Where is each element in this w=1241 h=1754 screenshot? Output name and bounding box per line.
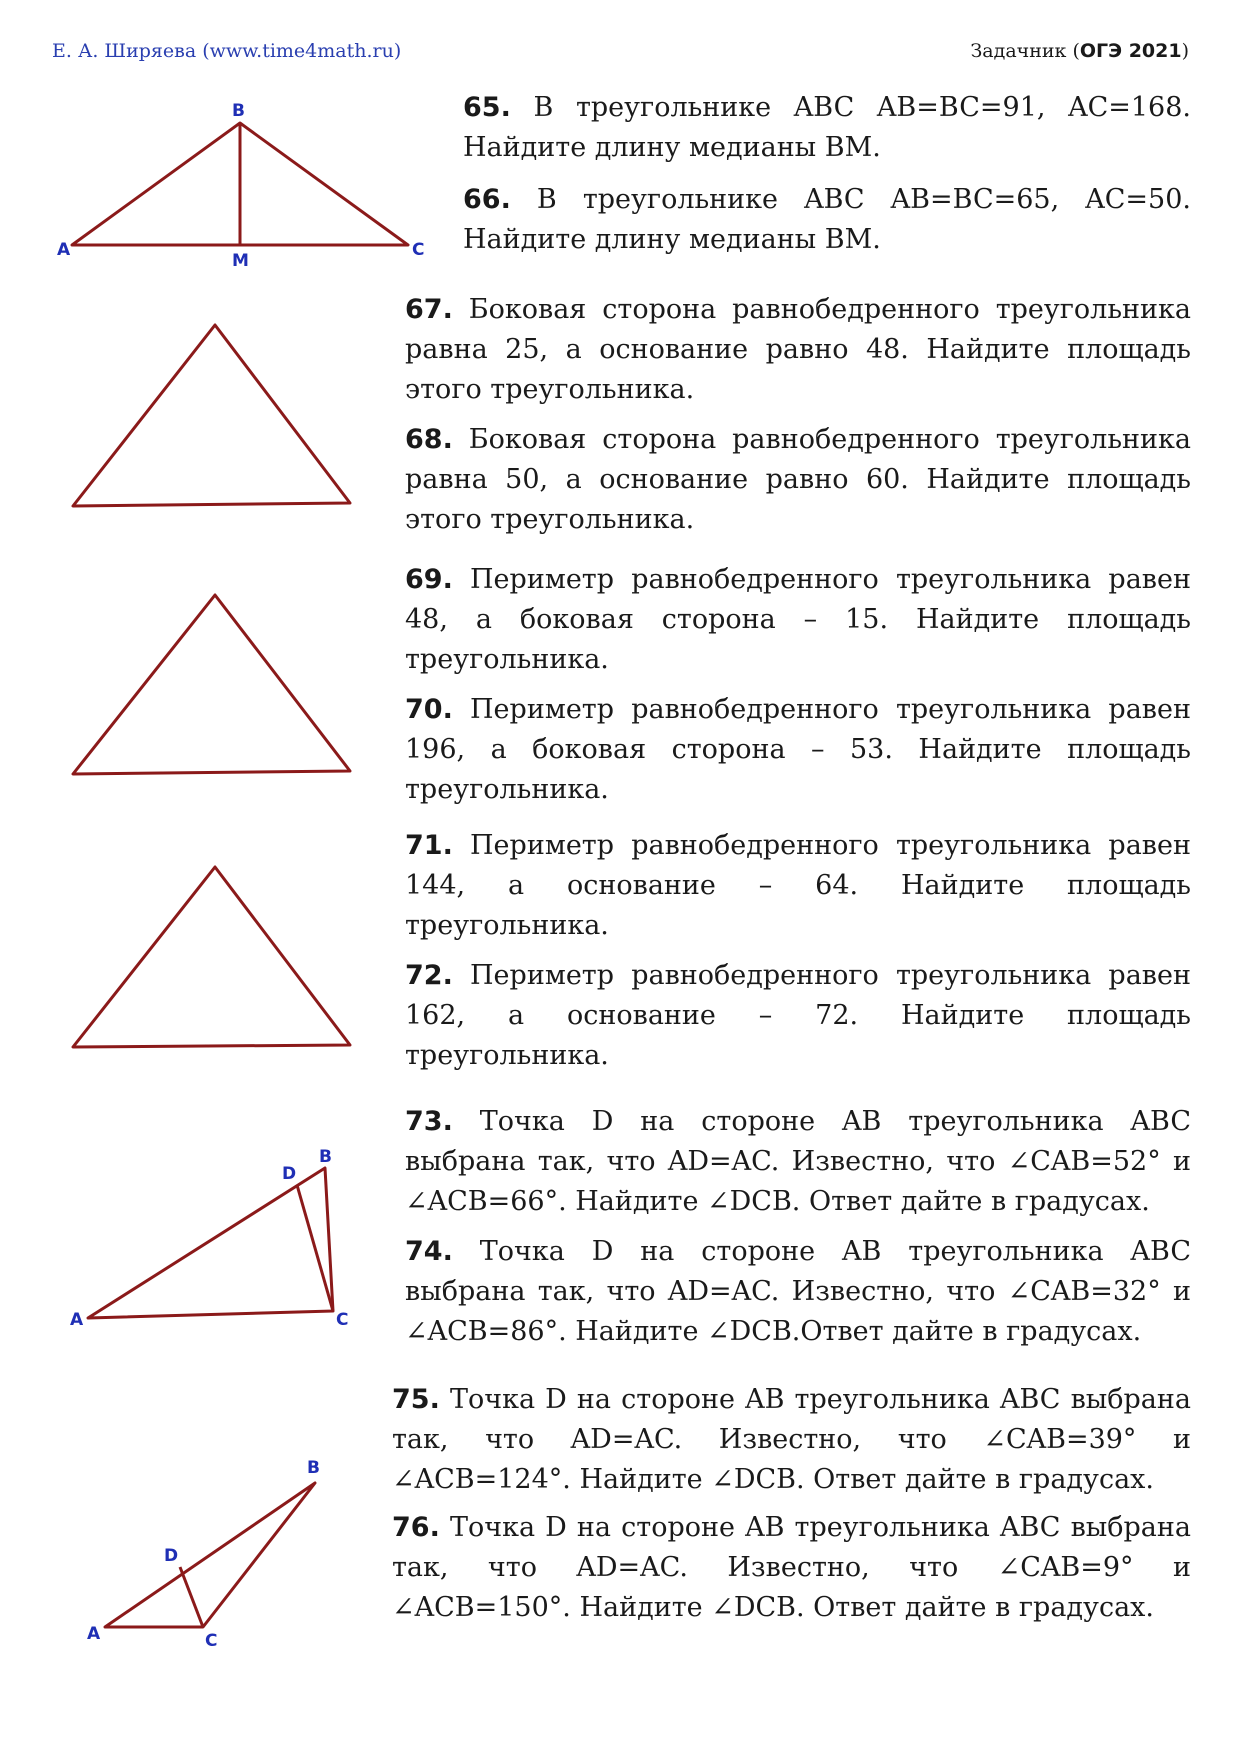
problem-text: Точка D на стороне AB треугольника ABC выбрана так, что AD=AC. Известно, что ∠CAB=9° и ∠ACB=150°. Найдите ∠DCB. Ответ дайте в градусах. — [392, 1512, 1191, 1623]
problem-text: Точка D на стороне AB треугольника ABC выбрана так, что AD=AC. Известно, что ∠CAB=39° и ∠ACB=124°. Найдите ∠DCB. Ответ дайте в градусах. — [392, 1384, 1191, 1495]
segment-dc — [180, 1567, 203, 1627]
header-title-prefix: Задачник ( — [970, 40, 1080, 62]
problem-73 — [405, 1102, 1191, 1222]
vertex-label-a: A — [57, 240, 71, 260]
vertex-label-b: B — [232, 101, 245, 121]
problem-text: Точка D на стороне AB треугольника ABC выбрана так, что AD=AC. Известно, что ∠CAB=52° и ∠ACB=66°. Найдите ∠DCB. Ответ дайте в градусах. — [405, 1106, 1191, 1217]
problem-67 — [405, 290, 1191, 410]
problem-number: 72. — [405, 960, 453, 991]
problem-text: Периметр равнобедренного треугольника равен 144, а основание – 64. Найдите площадь треугольника. — [405, 830, 1191, 941]
vertex-label-b: B — [319, 1147, 332, 1167]
problem-number: 70. — [405, 694, 453, 725]
problem-text: В треугольнике ABC AB=BC=91, AC=168. Найдите длину медианы BM. — [463, 92, 1191, 163]
problem-text: Периметр равнобедренного треугольника равен 196, а боковая сторона – 53. Найдите площадь треугольника. — [405, 694, 1191, 805]
problem-66 — [463, 180, 1191, 260]
vertex-label-a: A — [70, 1310, 84, 1330]
problem-number: 73. — [405, 1106, 453, 1137]
problem-number: 67. — [405, 294, 453, 325]
vertex-label-c: C — [412, 240, 425, 260]
header-author: Е. А. Ширяева (www.time4math.ru) — [52, 40, 402, 62]
problem-number: 65. — [463, 92, 511, 123]
vertex-label-d: D — [282, 1164, 297, 1184]
problem-71 — [405, 826, 1191, 946]
vertex-label-d: D — [164, 1546, 179, 1566]
figure-point-d-triangle-2 — [0, 0, 370, 1650]
problem-number: 66. — [463, 184, 511, 215]
vertex-label-a: A — [87, 1624, 101, 1644]
problem-76 — [392, 1508, 1191, 1628]
problem-72 — [405, 956, 1191, 1076]
problem-text: Периметр равнобедренного треугольника равен 162, а основание – 72. Найдите площадь треугольника. — [405, 960, 1191, 1071]
header-title — [970, 40, 1189, 62]
problem-number: 71. — [405, 830, 453, 861]
vertex-label-b: B — [307, 1458, 320, 1478]
problem-74 — [405, 1232, 1191, 1352]
problem-number: 76. — [392, 1512, 440, 1543]
problem-69 — [405, 560, 1191, 680]
header-title-suffix: ) — [1181, 40, 1189, 62]
problem-70 — [405, 690, 1191, 810]
problem-number: 75. — [392, 1384, 440, 1415]
problem-text: Боковая сторона равнобедренного треугольника равна 50, а основание равно 60. Найдите площадь этого треугольника. — [405, 424, 1191, 535]
problem-text: Боковая сторона равнобедренного треугольника равна 25, а основание равно 48. Найдите площадь этого треугольника. — [405, 294, 1191, 405]
problem-text: В треугольнике ABC AB=BC=65, AC=50. Найдите длину медианы BM. — [463, 184, 1191, 255]
vertex-label-c: C — [205, 1631, 218, 1651]
problem-68 — [405, 420, 1191, 540]
problem-75 — [392, 1380, 1191, 1500]
problem-text: Периметр равнобедренного треугольника равен 48, а боковая сторона – 15. Найдите площадь треугольника. — [405, 564, 1191, 675]
problem-number: 69. — [405, 564, 453, 595]
problem-number: 68. — [405, 424, 453, 455]
problem-text: Точка D на стороне AB треугольника ABC выбрана так, что AD=AC. Известно, что ∠CAB=32° и ∠ACB=86°. Найдите ∠DCB.Ответ дайте в градусах. — [405, 1236, 1191, 1347]
header-title-bold: ОГЭ 2021 — [1079, 40, 1182, 62]
problem-number: 74. — [405, 1236, 453, 1267]
vertex-label-c: C — [336, 1310, 349, 1330]
vertex-label-m: M — [232, 251, 249, 271]
triangle-abc — [105, 1483, 315, 1627]
problem-65 — [463, 88, 1191, 168]
